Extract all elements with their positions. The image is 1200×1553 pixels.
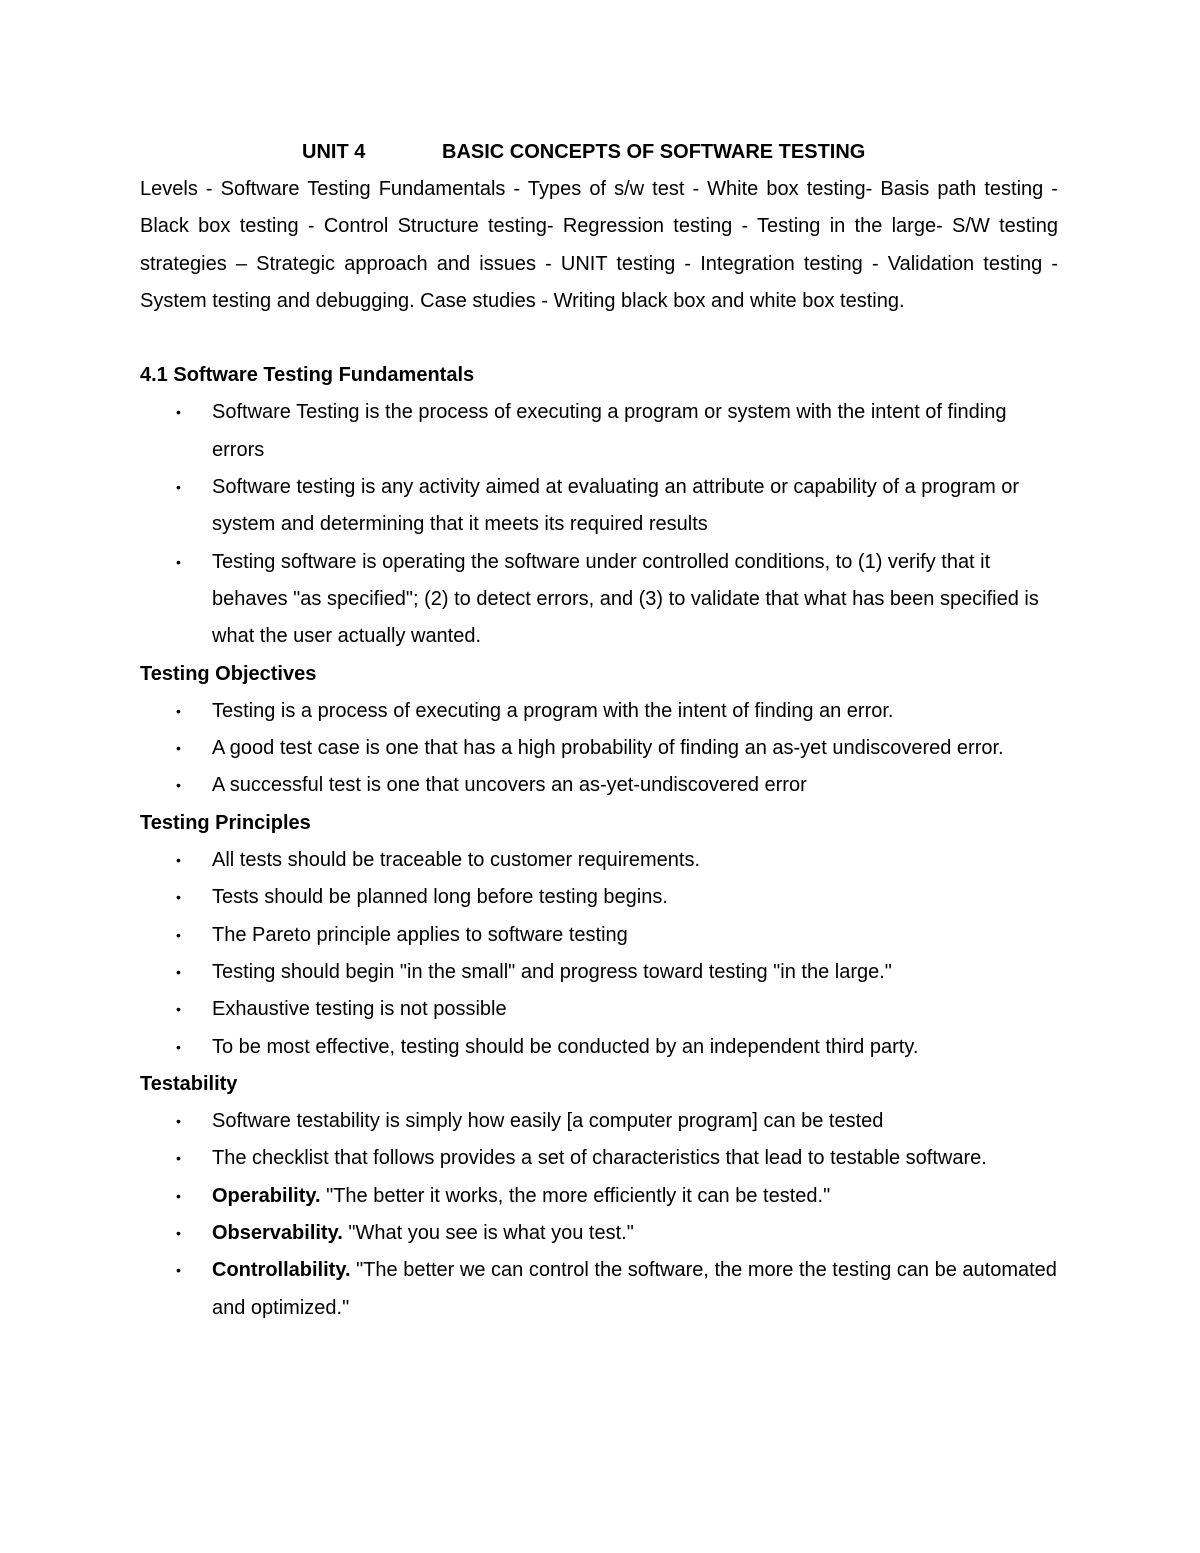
- list-item-text: "The better we can control the software, the more the testing can be automated and optimized.": [212, 1259, 1057, 1319]
- bullet-icon: •: [176, 740, 181, 757]
- section-heading: Testing Objectives: [140, 662, 317, 685]
- list-item-text: Testing software is operating the software under controlled conditions, to (1) verify that it behaves "as specified"; (2) to detect errors, and (3) to validate that what has been specified is what the user actually wanted.: [212, 550, 1039, 648]
- section-heading: Testability: [140, 1072, 238, 1095]
- list-item: [140, 1178, 1058, 1215]
- list-item-text: "What you see is what you test.": [342, 1222, 634, 1245]
- bullet-icon: •: [176, 1225, 181, 1242]
- bullet-icon: •: [176, 553, 181, 570]
- list-item-term: Operability.: [212, 1184, 321, 1207]
- list-item: [140, 730, 1058, 767]
- bullet-icon: •: [176, 777, 181, 794]
- list-item: [140, 1140, 1058, 1177]
- list-item: [140, 879, 1058, 916]
- section: [140, 357, 1058, 655]
- section: [140, 805, 1058, 1066]
- bullet-icon: •: [176, 1187, 181, 1204]
- list-item-text: To be most effective, testing should be conducted by an independent third party.: [212, 1035, 919, 1058]
- list-item: [140, 954, 1058, 991]
- unit-heading: BASIC CONCEPTS OF SOFTWARE TESTING: [442, 141, 866, 163]
- list-item: [140, 1103, 1058, 1140]
- list-item: [140, 1029, 1058, 1066]
- list-item: [140, 394, 1058, 469]
- list-item: [140, 991, 1058, 1028]
- list-item-text: A good test case is one that has a high probability of finding an as-yet undiscovered error.: [212, 737, 1004, 760]
- list-item: [140, 1215, 1058, 1252]
- bullet-list: [140, 842, 1058, 1066]
- bullet-icon: •: [176, 889, 181, 906]
- section: [140, 656, 1058, 805]
- unit-number: UNIT 4: [302, 141, 366, 163]
- spacer: [140, 320, 1058, 357]
- bullet-list: [140, 1103, 1058, 1327]
- list-item: [140, 544, 1058, 656]
- bullet-list: [140, 693, 1058, 805]
- list-item-text: Exhaustive testing is not possible: [212, 998, 507, 1021]
- bullet-icon: •: [176, 852, 181, 869]
- bullet-icon: •: [176, 1113, 181, 1130]
- unit-title: [140, 134, 1058, 171]
- bullet-icon: •: [176, 404, 181, 421]
- list-item-text: Software testing is any activity aimed at evaluating an attribute or capability of a program or system and determining that it meets its required results: [212, 476, 1020, 536]
- bullet-icon: •: [176, 926, 181, 943]
- list-item-text: The checklist that follows provides a set of characteristics that lead to testable software.: [212, 1147, 987, 1170]
- list-item: [140, 1252, 1058, 1327]
- sections-container: [140, 357, 1058, 1327]
- list-item: [140, 767, 1058, 804]
- list-item-text: A successful test is one that uncovers an as-yet-undiscovered error: [212, 774, 807, 797]
- list-item-text: "The better it works, the more efficiently it can be tested.": [320, 1184, 831, 1207]
- list-item: [140, 693, 1058, 730]
- bullet-list: [140, 394, 1058, 655]
- bullet-icon: •: [176, 1001, 181, 1018]
- list-item-text: Testing should begin "in the small" and progress toward testing "in the large.": [212, 960, 892, 983]
- bullet-icon: •: [176, 702, 181, 719]
- bullet-icon: •: [176, 963, 181, 980]
- list-item-term: Controllability.: [212, 1259, 351, 1282]
- list-item: [140, 917, 1058, 954]
- section: [140, 1066, 1058, 1327]
- list-item-text: Testing is a process of executing a program with the intent of finding an error.: [212, 699, 894, 722]
- document-page: [140, 134, 1058, 1327]
- section-heading: Testing Principles: [140, 811, 311, 834]
- bullet-icon: •: [176, 1262, 181, 1279]
- list-item-text: Tests should be planned long before testing begins.: [212, 886, 668, 909]
- list-item: [140, 469, 1058, 544]
- bullet-icon: •: [176, 479, 181, 496]
- list-item: [140, 842, 1058, 879]
- list-item-text: Software Testing is the process of executing a program or system with the intent of finding errors: [212, 401, 1007, 461]
- list-item-text: Software testability is simply how easily [a computer program] can be tested: [212, 1110, 884, 1133]
- bullet-icon: •: [176, 1150, 181, 1167]
- list-item-text: The Pareto principle applies to software testing: [212, 923, 628, 946]
- bullet-icon: •: [176, 1038, 181, 1055]
- list-item-text: All tests should be traceable to customer requirements.: [212, 849, 701, 872]
- list-item-term: Observability.: [212, 1222, 343, 1245]
- section-heading: 4.1 Software Testing Fundamentals: [140, 364, 475, 387]
- unit-syllabus-paragraph: Levels - Software Testing Fundamentals - Types of s/w test - White box testing- Basis path testing - Black box testing - Control Structure testing- Regression testing - Testing in the large- S/W testing strategies – Strategic approach and issues - UNIT testing - Integration testing - Validation testing - System testing and debugging. Case studies - Writing black box and white box testing.: [140, 178, 1058, 312]
